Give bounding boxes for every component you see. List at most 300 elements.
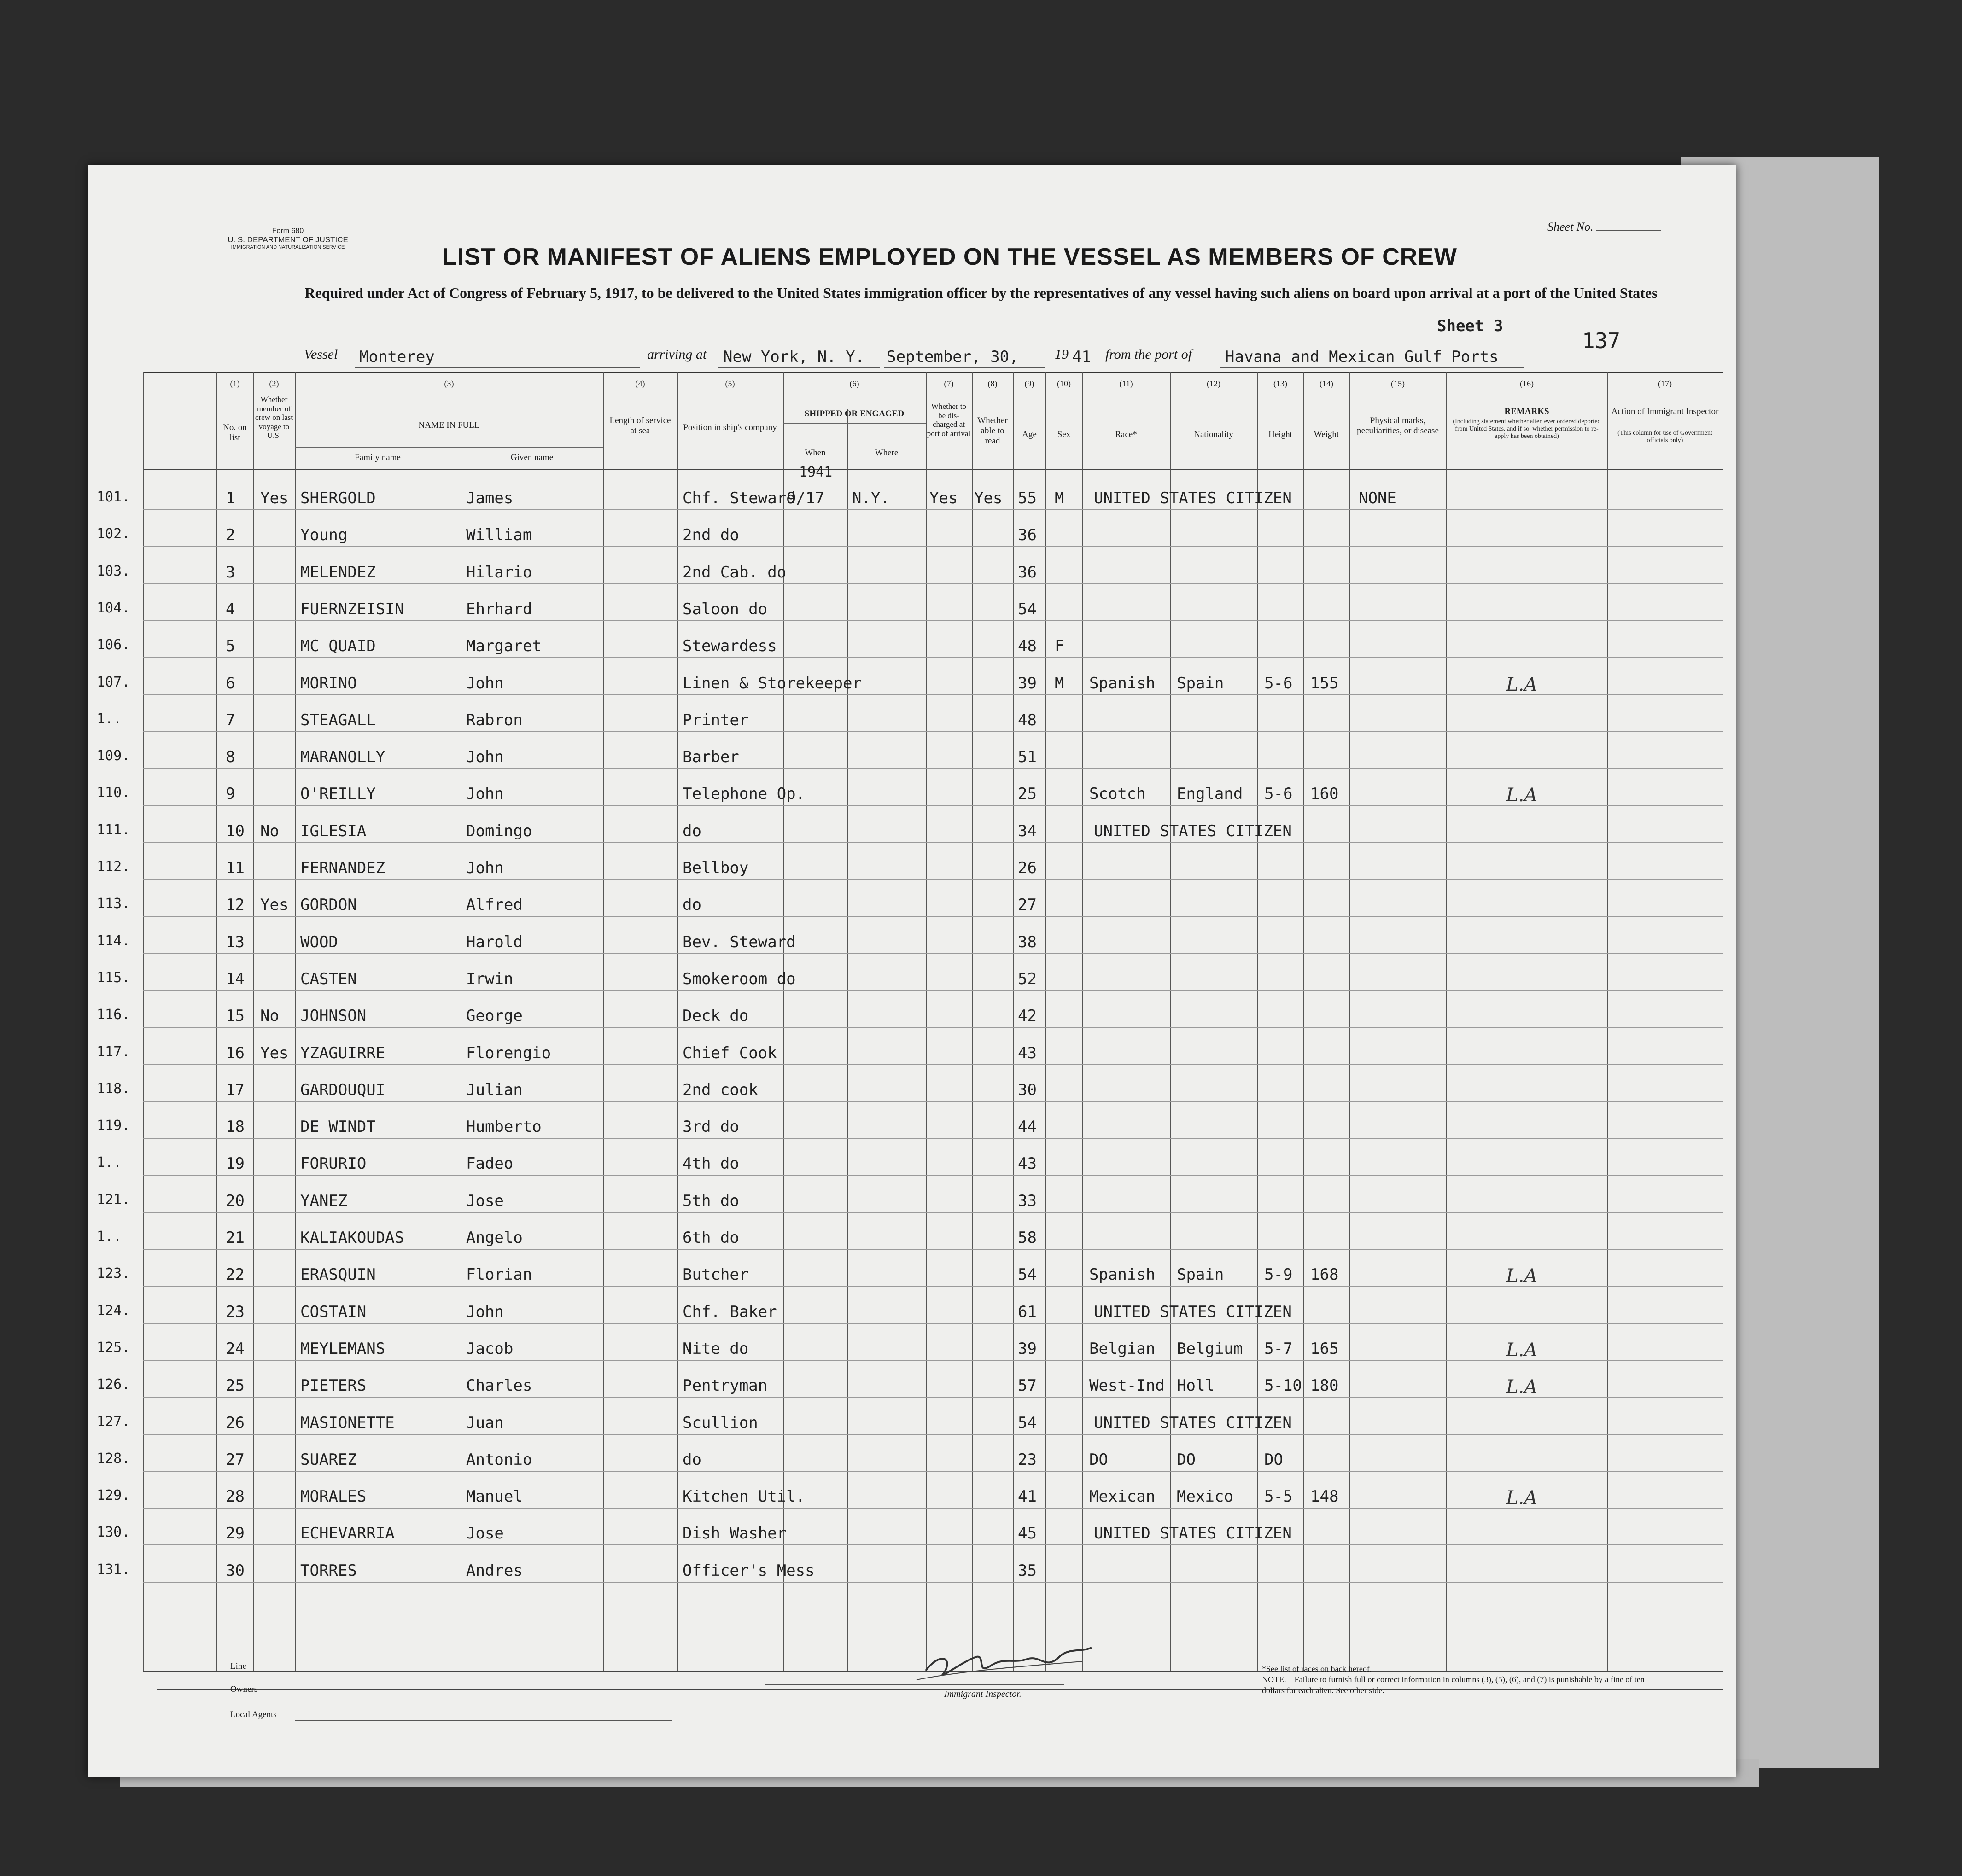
page-title: LIST OR MANIFEST OF ALIENS EMPLOYED ON THE VESSEL AS MEMBERS OF CREW (442, 244, 1457, 270)
header-name-in-full: NAME IN FULL (418, 420, 480, 430)
row-given-name: Juan (466, 1413, 504, 1432)
row-family-name: Young (300, 526, 348, 545)
sheet-typed: Sheet 3 (1437, 317, 1503, 335)
row-family-name: MEYLEMANS (300, 1339, 385, 1358)
row-family-name: MELENDEZ (300, 563, 376, 582)
row-number: 20 (226, 1191, 245, 1210)
row-weight: 155 (1310, 674, 1339, 693)
row-given-name: Florengio (466, 1043, 551, 1062)
table-row (88, 1509, 1736, 1545)
footer-note-penalty: NOTE.—Failure to furnish full or correct information in columns (3), (5), (6), and (7) is punishable by a fine of ten dollars for each alien. See other side. (1262, 1675, 1645, 1695)
table-row (88, 1028, 1736, 1065)
row-age: 41 (1018, 1487, 1037, 1506)
row-age: 35 (1018, 1561, 1037, 1580)
row-family-name: FORURIO (300, 1154, 367, 1173)
row-age: 57 (1018, 1376, 1037, 1395)
row-family-name: FERNANDEZ (300, 859, 385, 877)
row-nationality: Spain (1177, 674, 1224, 693)
row-position: Printer (683, 711, 749, 729)
row-age: 39 (1018, 1339, 1037, 1358)
row-position: 2nd do (683, 526, 739, 545)
row-position: 2nd Cab. do (683, 563, 787, 582)
footer-notes (1262, 1664, 1658, 1696)
row-age: 54 (1018, 1265, 1037, 1284)
row-nationality: DO (1177, 1450, 1196, 1469)
row-given-name: Margaret (466, 637, 542, 656)
row-position: 5th do (683, 1191, 739, 1210)
row-given-name: Fadeo (466, 1154, 514, 1173)
row-family-name: MORALES (300, 1487, 367, 1506)
row-position: Scullion (683, 1413, 758, 1432)
row-height: 5-5 (1264, 1487, 1293, 1506)
row-family-name: DE WINDT (300, 1118, 376, 1136)
header-sex: Sex (1057, 430, 1071, 439)
row-age: 58 (1018, 1229, 1037, 1247)
year: 41 (1072, 348, 1091, 366)
header-length-service: Length of service at sea (609, 416, 671, 436)
table-row (88, 1176, 1736, 1213)
header-year-typed: 1941 (799, 464, 833, 480)
col-num-17: (17) (1658, 379, 1672, 388)
row-position: Kitchen Util. (683, 1487, 806, 1506)
row-number: 13 (226, 932, 245, 951)
row-age: 38 (1018, 932, 1037, 951)
header-discharged: Whether to be dis-charged at port of arrival (927, 402, 971, 438)
table-row (88, 1213, 1736, 1250)
row-family-name: GORDON (300, 896, 357, 915)
row-sex: M (1055, 489, 1064, 507)
row-margin-number: 125. (97, 1339, 130, 1356)
row-number: 16 (226, 1043, 245, 1062)
row-position: Deck do (683, 1007, 749, 1025)
header-member-last-voyage: Whether member of crew on last voyage to U.S. (255, 395, 293, 440)
row-position: Smokeroom do (683, 969, 796, 988)
row-family-name: COSTAIN (300, 1302, 367, 1321)
table-row (88, 1250, 1736, 1287)
table-row (88, 1139, 1736, 1176)
row-position: do (683, 896, 701, 915)
row-position: 6th do (683, 1229, 739, 1247)
row-margin-number: 118. (97, 1080, 130, 1097)
row-number: 3 (226, 563, 235, 582)
row-nationality: Spain (1177, 1265, 1224, 1284)
page-subtitle: Required under Act of Congress of February 5, 1917, to be delivered to the United States immigration officer by the representatives of any vessel having such aliens on board upon arrival at a port of the United States (304, 285, 1658, 301)
row-given-name: Manuel (466, 1487, 523, 1506)
row-age: 48 (1018, 637, 1037, 656)
row-family-name: KALIAKOUDAS (300, 1229, 404, 1247)
row-age: 54 (1018, 1413, 1037, 1432)
row-number: 28 (226, 1487, 245, 1506)
row-position: Linen & Storekeeper (683, 674, 862, 693)
table-row (88, 1546, 1736, 1583)
row-given-name: Andres (466, 1561, 523, 1580)
row-margin-number: 131. (97, 1561, 130, 1578)
row-margin-number: 117. (97, 1043, 130, 1060)
header-weight: Weight (1314, 430, 1339, 439)
table-row (88, 473, 1736, 510)
row-height: 5-10 (1264, 1376, 1302, 1395)
row-height: DO (1264, 1450, 1283, 1469)
row-margin-number: 104. (97, 600, 130, 616)
header-where: Where (875, 448, 899, 458)
row-number: 4 (226, 600, 235, 618)
row-race: UNITED STATES CITIZEN (1094, 821, 1292, 840)
row-sex: M (1055, 674, 1064, 693)
row-number: 25 (226, 1376, 245, 1395)
row-number: 22 (226, 1265, 245, 1284)
row-family-name: MARANOLLY (300, 748, 385, 767)
vessel-line (304, 347, 1686, 370)
col-num-12: (12) (1207, 379, 1220, 388)
row-margin-number: 109. (97, 748, 130, 764)
row-race: West-Ind (1089, 1376, 1165, 1395)
header-race: Race* (1115, 430, 1137, 439)
row-rule (143, 1582, 1723, 1583)
row-age: 43 (1018, 1154, 1037, 1173)
row-position: Chf. Baker (683, 1302, 777, 1321)
row-margin-number: 102. (97, 526, 130, 542)
page-number: 137 (1582, 328, 1621, 353)
row-nationality: England (1177, 785, 1243, 804)
inspector-signature (907, 1638, 1101, 1689)
row-crew-status: No (260, 821, 279, 840)
footer-agents-label: Local Agents (230, 1710, 277, 1719)
row-margin-number: 121. (97, 1191, 130, 1208)
row-able-read: Yes (974, 489, 1003, 507)
row-position: Saloon do (683, 600, 768, 618)
row-sex: F (1055, 637, 1064, 656)
header-age: Age (1022, 430, 1037, 439)
row-race: DO (1089, 1450, 1108, 1469)
row-given-name: John (466, 1302, 504, 1321)
row-given-name: Irwin (466, 969, 514, 988)
table-row (88, 991, 1736, 1028)
row-crew-status: Yes (260, 1043, 289, 1062)
row-position: Chief Cook (683, 1043, 777, 1062)
row-number: 26 (226, 1413, 245, 1432)
row-margin-number: 107. (97, 674, 130, 690)
row-age: 34 (1018, 821, 1037, 840)
row-physical-marks: NONE (1359, 489, 1396, 507)
row-given-name: Angelo (466, 1229, 523, 1247)
table-row (88, 548, 1736, 584)
row-height: 5-6 (1264, 785, 1293, 804)
row-given-name: Jose (466, 1524, 504, 1543)
header-action: Action of Immigrant Inspector (1611, 407, 1719, 416)
row-margin-number: 126. (97, 1376, 130, 1393)
row-when: 9/17 (787, 489, 824, 507)
arrival-date: September, 30, (887, 348, 1019, 366)
row-margin-number: 129. (97, 1487, 130, 1504)
footer-note-races: *See list of races on back hereof. (1262, 1664, 1372, 1673)
row-age: 27 (1018, 896, 1037, 915)
col-num-16: (16) (1520, 379, 1534, 388)
row-position: Nite do (683, 1339, 749, 1358)
row-height: 5-6 (1264, 674, 1293, 693)
col-num-5: (5) (725, 379, 735, 388)
row-given-name: Domingo (466, 821, 532, 840)
row-given-name: James (466, 489, 514, 507)
row-given-name: Florian (466, 1265, 532, 1284)
header-no-on-list: No. on list (223, 423, 247, 443)
row-number: 19 (226, 1154, 245, 1173)
row-position: Telephone Op. (683, 785, 806, 804)
row-given-name: Jacob (466, 1339, 514, 1358)
row-family-name: MC QUAID (300, 637, 376, 656)
row-where: N.Y. (852, 489, 890, 507)
col-num-6: (6) (849, 379, 859, 388)
row-age: 45 (1018, 1524, 1037, 1543)
table-row (88, 1065, 1736, 1102)
from-label: from the port of (1105, 347, 1192, 362)
form-number: Form 680 (272, 227, 304, 235)
sheet-no-label: Sheet No. (1547, 220, 1661, 234)
row-number: 17 (226, 1080, 245, 1099)
row-given-name: John (466, 674, 504, 693)
row-given-name: William (466, 526, 532, 545)
row-given-name: John (466, 859, 504, 877)
row-age: 43 (1018, 1043, 1037, 1062)
row-given-name: George (466, 1007, 523, 1025)
department: U. S. DEPARTMENT OF JUSTICE (228, 235, 348, 244)
row-margin-number: 112. (97, 859, 130, 875)
row-race: UNITED STATES CITIZEN (1094, 1413, 1292, 1432)
row-remark: L.A (1506, 1487, 1538, 1509)
row-margin-number: 106. (97, 637, 130, 653)
row-position: 2nd cook (683, 1080, 758, 1099)
row-age: 52 (1018, 969, 1037, 988)
table-row (88, 769, 1736, 806)
col-num-11: (11) (1119, 379, 1133, 388)
row-number: 9 (226, 785, 235, 804)
table-row (88, 917, 1736, 954)
row-family-name: SHERGOLD (300, 489, 376, 507)
table-row (88, 695, 1736, 732)
row-family-name: PIETERS (300, 1376, 367, 1395)
row-position: Barber (683, 748, 739, 767)
col-num-7: (7) (944, 379, 954, 388)
row-margin-number: 1.. (97, 1154, 122, 1171)
row-family-name: YZAGUIRRE (300, 1043, 385, 1062)
col-num-13: (13) (1273, 379, 1287, 388)
row-number: 14 (226, 969, 245, 988)
row-weight: 165 (1310, 1339, 1339, 1358)
row-margin-number: 110. (97, 785, 130, 801)
row-given-name: Charles (466, 1376, 532, 1395)
row-margin-number: 1.. (97, 1229, 122, 1245)
row-number: 8 (226, 748, 235, 767)
row-height: 5-7 (1264, 1339, 1293, 1358)
manifest-page (88, 165, 1736, 1777)
row-given-name: Alfred (466, 896, 523, 915)
row-position: Officer's Mess (683, 1561, 815, 1580)
row-race: UNITED STATES CITIZEN (1094, 489, 1292, 507)
table-top-rule (143, 372, 1723, 373)
row-race: Belgian (1089, 1339, 1156, 1358)
row-family-name: O'REILLY (300, 785, 376, 804)
row-number: 24 (226, 1339, 245, 1358)
row-crew-status: Yes (260, 489, 289, 507)
row-position: Pentryman (683, 1376, 768, 1395)
row-number: 11 (226, 859, 245, 877)
row-number: 6 (226, 674, 235, 693)
from-port: Havana and Mexican Gulf Ports (1225, 348, 1499, 366)
row-given-name: Ehrhard (466, 600, 532, 618)
table-row (88, 1435, 1736, 1472)
header-when: When (805, 448, 826, 458)
row-nationality: Holl (1177, 1376, 1215, 1395)
row-number: 21 (226, 1229, 245, 1247)
row-age: 33 (1018, 1191, 1037, 1210)
header-shipped-engaged: SHIPPED OR ENGAGED (804, 409, 905, 419)
header-position: Position in ship's company (683, 423, 777, 432)
row-remark: L.A (1506, 674, 1538, 695)
row-given-name: Harold (466, 932, 523, 951)
row-margin-number: 103. (97, 563, 130, 579)
row-age: 44 (1018, 1118, 1037, 1136)
row-margin-number: 116. (97, 1007, 130, 1023)
header-remarks-note: (Including statement whether alien ever ordered deported from United States, and if so, whether permission to re-apply has been obtained) (1453, 418, 1601, 440)
row-nationality: Mexico (1177, 1487, 1233, 1506)
row-margin-number: 124. (97, 1302, 130, 1319)
row-family-name: ECHEVARRIA (300, 1524, 395, 1543)
row-age: 30 (1018, 1080, 1037, 1099)
row-age: 61 (1018, 1302, 1037, 1321)
row-remark: L.A (1506, 1265, 1538, 1287)
col-num-15: (15) (1391, 379, 1405, 388)
row-race: UNITED STATES CITIZEN (1094, 1302, 1292, 1321)
arriving-port: New York, N. Y. (723, 348, 865, 366)
row-margin-number: 127. (97, 1413, 130, 1430)
table-row (88, 510, 1736, 547)
row-number: 29 (226, 1524, 245, 1543)
row-margin-number: 1.. (97, 711, 122, 727)
table-row (88, 954, 1736, 991)
col-num-1: (1) (230, 379, 240, 388)
row-position: 4th do (683, 1154, 739, 1173)
row-given-name: Rabron (466, 711, 523, 729)
row-position: do (683, 821, 701, 840)
row-family-name: MASIONETTE (300, 1413, 395, 1432)
vessel-name: Monterey (359, 348, 435, 366)
row-number: 12 (226, 896, 245, 915)
row-age: 36 (1018, 526, 1037, 545)
col-num-14: (14) (1320, 379, 1333, 388)
row-age: 51 (1018, 748, 1037, 767)
row-position: 3rd do (683, 1118, 739, 1136)
row-margin-number: 114. (97, 932, 130, 949)
row-age: 23 (1018, 1450, 1037, 1469)
service: IMMIGRATION AND NATURALIZATION SERVICE (231, 245, 345, 250)
header-physical-marks: Physical marks, peculiarities, or disease (1357, 416, 1439, 436)
row-family-name: JOHNSON (300, 1007, 367, 1025)
row-family-name: STEAGALL (300, 711, 376, 729)
footer-line-label: Line (230, 1661, 246, 1671)
row-margin-number: 115. (97, 969, 130, 986)
row-age: 36 (1018, 563, 1037, 582)
row-number: 5 (226, 637, 235, 656)
table-row (88, 1398, 1736, 1435)
row-given-name: Julian (466, 1080, 523, 1099)
row-family-name: ERASQUIN (300, 1265, 376, 1284)
year-prefix: 19 (1055, 347, 1069, 362)
row-given-name: Hilario (466, 563, 532, 582)
row-nationality: Belgium (1177, 1339, 1243, 1358)
row-given-name: Antonio (466, 1450, 532, 1469)
table-row (88, 806, 1736, 843)
footer-owners-label: Owners (230, 1684, 258, 1694)
row-race: Mexican (1089, 1487, 1156, 1506)
row-margin-number: 101. (97, 489, 130, 505)
row-race: Spanish (1089, 1265, 1156, 1284)
row-weight: 160 (1310, 785, 1339, 804)
row-position: Bellboy (683, 859, 749, 877)
col-num-9: (9) (1024, 379, 1034, 388)
table-row (88, 658, 1736, 695)
row-remark: L.A (1506, 1339, 1538, 1361)
col-num-8: (8) (987, 379, 998, 388)
header-able-read: Whether able to read (977, 416, 1008, 446)
row-family-name: CASTEN (300, 969, 357, 988)
footer-inspector-label: Immigrant Inspector. (944, 1689, 1022, 1699)
row-number: 2 (226, 526, 235, 545)
row-height: 5-9 (1264, 1265, 1293, 1284)
arriving-label: arriving at (647, 347, 707, 362)
row-family-name: WOOD (300, 932, 338, 951)
row-position: Butcher (683, 1265, 749, 1284)
row-given-name: John (466, 748, 504, 767)
row-position: Stewardess (683, 637, 777, 656)
row-family-name: FUERNZEISIN (300, 600, 404, 618)
col-num-2: (2) (269, 379, 279, 388)
row-position: do (683, 1450, 701, 1469)
table-row (88, 1361, 1736, 1398)
header-nationality: Nationality (1194, 430, 1233, 439)
row-number: 10 (226, 821, 245, 840)
row-age: 39 (1018, 674, 1037, 693)
form-header (198, 227, 378, 250)
row-number: 18 (226, 1118, 245, 1136)
row-race: UNITED STATES CITIZEN (1094, 1524, 1292, 1543)
row-given-name: Jose (466, 1191, 504, 1210)
col-num-10: (10) (1057, 379, 1071, 388)
row-age: 25 (1018, 785, 1037, 804)
row-race: Scotch (1089, 785, 1146, 804)
row-family-name: IGLESIA (300, 821, 367, 840)
table-header-rule (143, 469, 1723, 470)
row-number: 15 (226, 1007, 245, 1025)
table-row (88, 1324, 1736, 1361)
row-age: 48 (1018, 711, 1037, 729)
row-given-name: Humberto (466, 1118, 542, 1136)
header-action-note: (This column for use of Government officials only) (1617, 430, 1712, 444)
col-num-3: (3) (444, 379, 454, 388)
header-family-name: Family name (355, 453, 401, 462)
row-age: 26 (1018, 859, 1037, 877)
row-position: Bev. Steward (683, 932, 796, 951)
table-row (88, 584, 1736, 621)
row-given-name: John (466, 785, 504, 804)
row-age: 55 (1018, 489, 1037, 507)
row-number: 27 (226, 1450, 245, 1469)
row-margin-number: 113. (97, 896, 130, 912)
header-height: Height (1268, 430, 1292, 439)
row-number: 30 (226, 1561, 245, 1580)
header-given-name: Given name (510, 453, 554, 462)
row-position: Dish Washer (683, 1524, 787, 1543)
row-age: 42 (1018, 1007, 1037, 1025)
row-race: Spanish (1089, 674, 1156, 693)
